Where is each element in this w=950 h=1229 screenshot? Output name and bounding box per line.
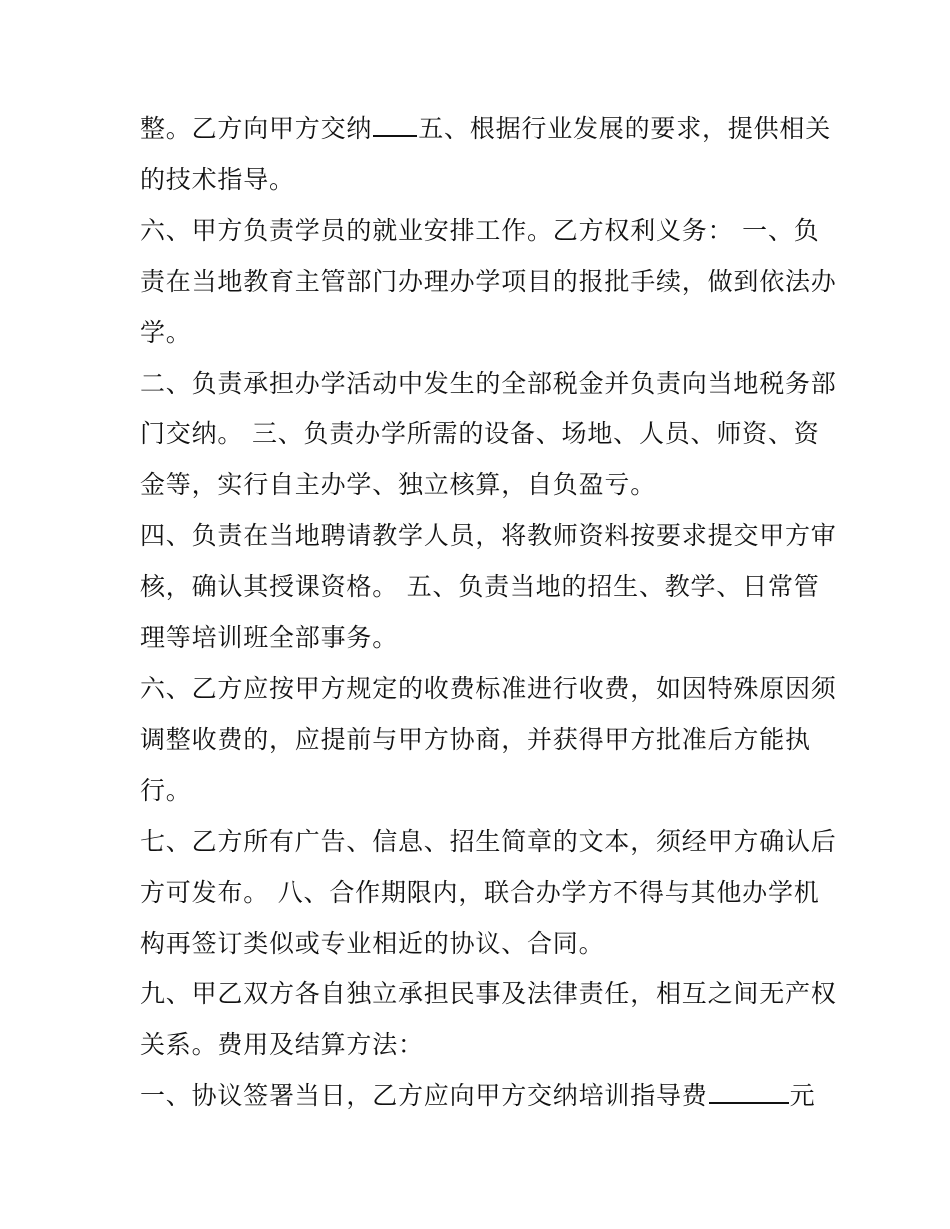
text-line-20 xyxy=(140,1071,820,1122)
text-line-7: 门交纳。 三、负责办学所需的设备、场地、人员、师资、资 xyxy=(140,419,820,449)
text-line-13: 调整收费的，应提前与甲方协商，并获得甲方批准后方能执 xyxy=(140,724,811,754)
text-line-1 xyxy=(140,104,832,155)
text-line-17: 构再签订类似或专业相近的协议、合同。 xyxy=(140,928,605,958)
text-line-12: 六、乙方应按甲方规定的收费标准进行收费，如因特殊原因须 xyxy=(140,673,837,703)
fill-in-blank xyxy=(373,134,417,137)
text-line-15: 七、乙方所有广告、信息、招生简章的文本，须经甲方确认后 xyxy=(140,826,837,856)
text-line-10: 核，确认其授课资格。 五、负责当地的招生、教学、日常管 xyxy=(140,572,820,602)
text-line-4: 责在当地教育主管部门办理办学项目的报批手续，做到依法办 xyxy=(140,266,837,296)
text-line-18: 九、甲乙双方各自独立承担民事及法律责任，相互之间无产权 xyxy=(140,979,837,1009)
fill-in-blank xyxy=(709,1101,789,1104)
text-line-2: 的技术指导。 xyxy=(140,164,295,194)
text-line-8: 金等，实行自主办学、独立核算，自负盈亏。 xyxy=(140,470,657,500)
document-body xyxy=(140,104,837,1122)
text-line-5: 学。 xyxy=(140,317,192,347)
text-line-3: 六、甲方负责学员的就业安排工作。乙方权利义务： 一、负 xyxy=(140,215,820,245)
text-line-6: 二、负责承担办学活动中发生的全部税金并负责向当地税务部 xyxy=(140,368,837,398)
text-segment: 整。乙方向甲方交纳 xyxy=(140,114,373,143)
text-segment: 一、协议签署当日，乙方应向甲方交纳培训指导费 xyxy=(140,1081,708,1111)
text-line-16: 方可发布。 八、合作期限内，联合办学方不得与其他办学机 xyxy=(140,877,820,907)
text-line-14: 行。 xyxy=(140,775,192,805)
text-line-11: 理等培训班全部事务。 xyxy=(140,623,399,653)
text-line-9: 四、负责在当地聘请教学人员，将教师资料按要求提交甲方审 xyxy=(140,521,837,551)
text-segment: 五、根据行业发展的要求，提供相关 xyxy=(418,114,832,143)
text-line-19: 关系。费用及结算方法： xyxy=(140,1030,424,1060)
text-segment: 元 xyxy=(789,1081,816,1111)
